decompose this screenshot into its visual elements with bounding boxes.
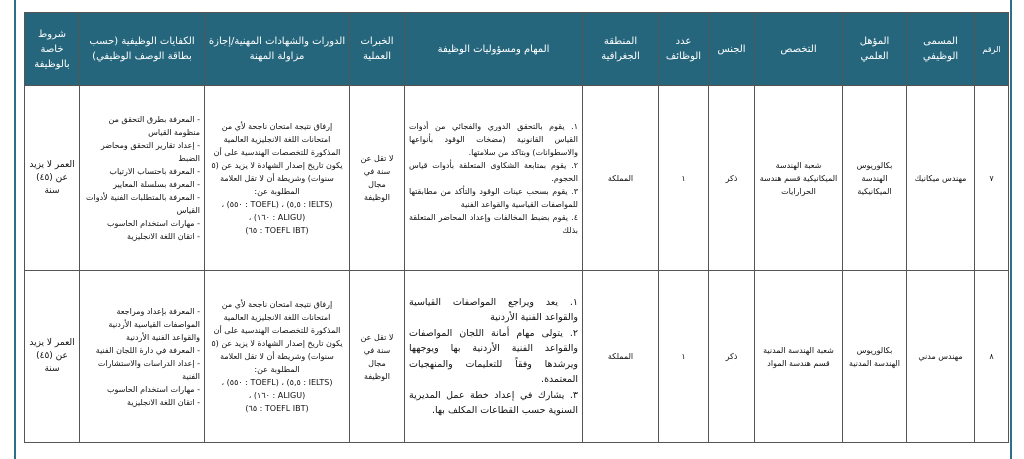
competency-item: - المعرفة في دارة اللجان الفنية	[95, 345, 200, 355]
duty-item: ٢. يتولى مهام أمانة اللجان المواصفات والقواعد الفنية الأردنية بها ويوجهها ويرشدها وفقاً للتعليمات والمنهجيات المعتمدة.	[409, 327, 578, 385]
row-experience: لا تقل عن سنة في مجال الوظيفة	[350, 271, 405, 443]
course-score: (ALIGU : ١٦٠) ،	[248, 391, 306, 400]
course-score: (ALIGU : ١٦٠) ،	[248, 212, 306, 222]
row-duties	[405, 271, 583, 443]
header-gender: الجنس	[709, 13, 755, 86]
course-text: إرفاق نتيجة امتحان ناجحة لأي من امتحانات اللغة الانجليزية العالمية المذكورة للتخصصات الهندسية على أن يكون تاريخ إصدار الشهادة لا يزيد عن (٥ سنوات) وشريطة أن لا تقل العلامة المطلوبة عن:	[211, 121, 343, 196]
header-competencies: الكفايات الوظيفية (حسب بطاقة الوصف الوظيفي)	[80, 13, 205, 86]
row-number: ٧	[975, 86, 1009, 271]
course-score: (TOEFL IBT : ٦٥)	[245, 225, 309, 235]
row-competencies	[80, 271, 205, 443]
header-conditions: شروط خاصة بالوظيفة	[25, 13, 80, 86]
row-conditions: العمر لا يزيد عن (٤٥) سنة	[25, 271, 80, 443]
row-count: ١	[659, 86, 709, 271]
row-specialization: شعبة الهندسة الميكانيكية قسم هندسة الحرارايات	[755, 86, 843, 271]
duty-item: ٣. يشارك في إعداد خطة عمل المديرية السنوية حسب القطاعات المكلف بها.	[409, 389, 578, 416]
competency-item: - إعداد الدراسات والاستشارات الفنية	[97, 358, 200, 381]
header-count: عدد الوظائف	[659, 13, 709, 86]
row-number: ٨	[975, 271, 1009, 443]
competency-item: - المعرفة بطرق التحقق من منظومة القياس	[108, 115, 200, 137]
row-gender: ذكر	[709, 86, 755, 271]
competency-item: - اتقان اللغة الانجليزية	[127, 232, 200, 241]
row-qualification: بكالوريوس الهندسة الميكانيكية	[843, 86, 907, 271]
course-text: إرفاق نتيجة امتحان ناجحة لأي من امتحانات اللغة الانجليزية العالمية المذكورة للتخصصات الهندسية على أن يكون تاريخ إصدار الشهادة لا يزيد عن (٥ سنوات) وشريطة أن لا تقل العلامة المطلوبة عن:	[211, 300, 343, 374]
course-score: (IELTS : ٥,٥) ، (TOEFL : ٥٥٠) ،	[221, 199, 333, 209]
header-qualification: المؤهل العلمي	[843, 13, 907, 86]
competency-item: - إعداد تقارير التحقق ومحاضر الضبط	[100, 141, 200, 163]
row-conditions: العمر لا يزيد عن (٤٥) سنة	[25, 86, 80, 271]
competency-item: - المعرفة بسلسلة المعايير	[113, 180, 200, 189]
table-row	[25, 86, 1009, 271]
row-experience: لا تقل عن سنة في مجال الوظيفة	[350, 86, 405, 271]
table-row	[25, 271, 1009, 443]
row-duties	[405, 86, 583, 271]
competency-item: - اتقان اللغة الانجليزية	[127, 397, 200, 407]
competency-item: - المعرفة باحتساب الارتياب	[109, 167, 200, 176]
header-duties: المهام ومسؤوليات الوظيفة	[405, 13, 583, 86]
row-specialization: شعبة الهندسة المدنية قسم هندسة المواد	[755, 271, 843, 443]
header-job-title: المسمى الوظيفي	[907, 13, 975, 86]
table-header-row	[25, 13, 1009, 86]
header-region: المنطقة الجغرافية	[583, 13, 659, 86]
duty-item: ٢. يقوم بمتابعة الشكاوى المتعلقة بأدوات قياس الحجوم.	[409, 160, 578, 183]
row-courses	[205, 271, 350, 443]
row-region: المملكة	[583, 271, 659, 443]
duty-item: ١. يقوم بالتحقق الدوري والفجائي من أدوات القياس القانونية (مضخات الوقود بأنواعها والاسطوانات) وبتاكد من سلامتها.	[409, 121, 578, 157]
duty-item: ١. يعد ويراجع المواصفات القياسية والقواعد الفنية الأردنية	[409, 296, 578, 323]
competency-item: - مهارات استخدام الحاسوب	[106, 219, 200, 228]
header-experience: الخبرات العملية	[350, 13, 405, 86]
duty-item: ٤. يقوم بضبط المخالفات وإعداد المحاضر المتعلقة بذلك	[409, 212, 578, 235]
row-region: المملكة	[583, 86, 659, 271]
row-gender: ذكر	[709, 271, 755, 443]
row-competencies	[80, 86, 205, 271]
header-number: الرقم	[975, 13, 1009, 86]
job-vacancies-table	[24, 12, 1009, 443]
competency-item: - المعرفة بالمتطلبات الفنية لأدوات القياس	[85, 193, 200, 215]
row-qualification: بكالوريوس الهندسة المدنية	[843, 271, 907, 443]
row-count: ١	[659, 271, 709, 443]
header-specialization: التخصص	[755, 13, 843, 86]
competency-item: - المعرفة بإعداد ومراجعة المواصفات القياسية الأردنية والقواعد الفنية الأردنية	[108, 306, 200, 342]
course-score: (TOEFL IBT : ٦٥)	[245, 404, 309, 413]
row-courses	[205, 86, 350, 271]
competency-item: - مهارات استخدام الحاسوب	[106, 384, 200, 394]
duty-item: ٣. يقوم بسحب عينات الوقود والتأكد من مطابقتها للمواصفات القياسية والقواعد الفنية	[409, 186, 578, 209]
row-job-title: مهندس ميكانيك	[907, 86, 975, 271]
header-courses: الدورات والشهادات المهنية/إجازة مزاولة المهنة	[205, 13, 350, 86]
course-score: (IELTS : ٥,٥) ، (TOEFL : ٥٥٠) ،	[221, 378, 333, 387]
row-job-title: مهندس مدني	[907, 271, 975, 443]
